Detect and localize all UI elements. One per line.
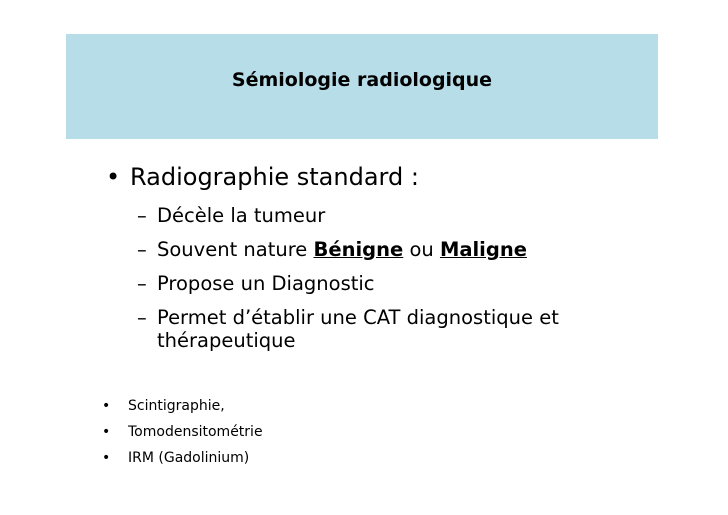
sub-item-text: Permet d’établir une CAT diagnostique et <box>157 306 559 329</box>
benigne-term: Bénigne <box>313 238 404 261</box>
list-item-text: Tomodensitométrie <box>128 424 263 440</box>
dash-icon: – <box>137 272 147 295</box>
list-item-irm <box>102 450 249 466</box>
dash-icon: – <box>137 238 147 261</box>
list-item-tomodensitometrie <box>102 424 263 440</box>
sub-item-text: Souvent nature <box>157 238 314 261</box>
dash-icon: – <box>137 306 147 329</box>
sub-item-continuation: thérapeutique <box>157 329 296 352</box>
list-item-text: IRM (Gadolinium) <box>128 450 250 466</box>
dash-icon: – <box>137 204 147 227</box>
sub-item-4 <box>137 306 559 352</box>
sub-item-text: Propose un Diagnostic <box>157 272 375 295</box>
list-item-scintigraphie <box>102 398 225 414</box>
sub-item-text: Décèle la tumeur <box>157 204 326 227</box>
main-bullet-text: Radiographie standard : <box>130 163 419 191</box>
bullet-icon: • <box>102 424 111 440</box>
list-item-text: Scintigraphie, <box>128 398 225 414</box>
connector-text: ou <box>403 238 440 261</box>
sub-item-3 <box>137 272 375 295</box>
main-bullet <box>106 163 419 191</box>
slide-title: Sémiologie radiologique <box>231 68 493 91</box>
bullet-icon: • <box>102 398 111 414</box>
maligne-term: Maligne <box>439 238 527 261</box>
title-banner <box>66 34 658 139</box>
sub-item-1 <box>137 204 325 227</box>
sub-item-2 <box>137 238 527 261</box>
bullet-icon: • <box>102 450 111 466</box>
bullet-icon: • <box>106 163 121 191</box>
